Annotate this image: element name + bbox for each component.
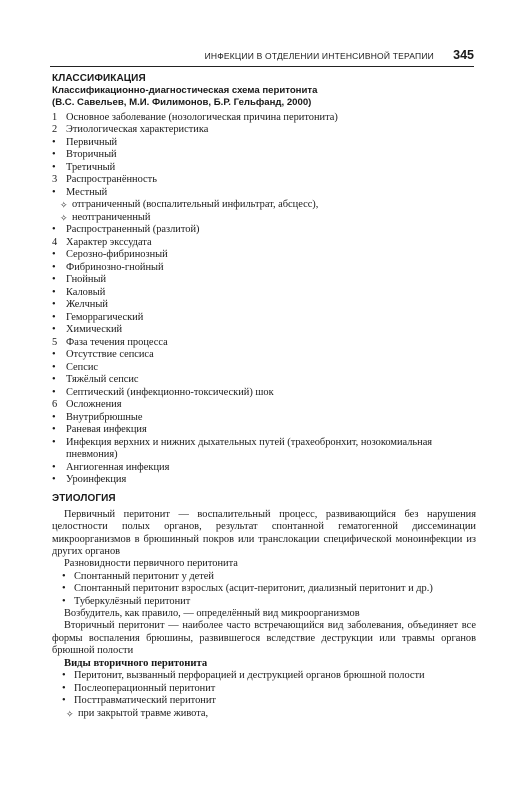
bullet-marker: • — [62, 670, 66, 682]
list-item — [52, 387, 476, 400]
list-item — [52, 362, 476, 375]
list-item-text: Третичный — [66, 161, 116, 173]
bullet-marker: • — [52, 161, 56, 173]
bullet-marker: • — [52, 349, 56, 361]
list-item-text: Характер экссудата — [66, 236, 152, 248]
list-item — [52, 249, 476, 262]
list-item — [52, 424, 476, 437]
list-item — [52, 149, 476, 162]
bullet-marker: • — [52, 374, 56, 386]
pathogen-paragraph: Возбудитель, как правило, — определённый вид микроорганизмов — [64, 608, 360, 620]
list-item — [52, 287, 476, 300]
list-item-text: Инфекция верхних и нижних дыхательных путей (трахеобронхит, нозокомиальная пневмония) — [66, 436, 433, 461]
bullet-marker: • — [52, 286, 56, 298]
list-item — [62, 683, 476, 695]
list-item — [52, 374, 476, 387]
list-item-text: Раневая инфекция — [66, 424, 147, 436]
number-marker: 1 — [52, 111, 58, 123]
list-item — [52, 199, 476, 212]
list-item-text: Отсутствие сепсиса — [66, 349, 154, 361]
bullet-marker: • — [52, 474, 56, 486]
list-item — [52, 212, 476, 225]
bullet-marker: • — [52, 274, 56, 286]
list-item-text: Распространенный (разлитой) — [66, 224, 200, 236]
list-item — [52, 187, 476, 200]
list-item-text: Тяжёлый сепсис — [66, 374, 139, 386]
diamond-bullet-icon: ✧ — [60, 212, 68, 223]
primary-peritonitis-paragraph: Первичный перитонит — воспалительный процесс, развивающийся без нарушения целостности полых органов, результат спонтанной гематогенной диссеминации микроорганизмов в брюшинный покров или транслокации специфической моноинфекции из других органов — [52, 508, 476, 558]
list-item-text: Уроинфекция — [66, 474, 127, 486]
bullet-marker: • — [52, 324, 56, 336]
bullet-marker: • — [52, 424, 56, 436]
etiology-heading: ЭТИОЛОГИЯ — [52, 492, 116, 504]
page-content — [52, 72, 476, 720]
bullet-marker: • — [52, 361, 56, 373]
list-item — [52, 274, 476, 287]
list-item-text: Геморрагический — [66, 311, 144, 323]
classification-subheading: Классификационно-диагностическая схема перитонита — [52, 85, 318, 96]
list-item — [52, 474, 476, 487]
diamond-bullet-icon: ✧ — [60, 200, 68, 211]
bullet-marker: • — [52, 249, 56, 261]
number-marker: 6 — [52, 399, 58, 411]
list-item: • Спонтанный перитонит взрослых (асцит-перитонит, диализный перитонит и др.) — [62, 583, 433, 595]
bullet-marker: • — [52, 461, 56, 473]
list-item — [52, 124, 476, 137]
running-head — [50, 50, 474, 67]
list-item-text: неотграниченный — [72, 211, 151, 223]
list-item-text: Осложнения — [66, 399, 122, 411]
list-item — [52, 174, 476, 187]
secondary-peritonitis-paragraph: Вторичный перитонит — наиболее часто встречающийся вид заболевания, объединяет все формы воспаления брюшины, развившегося вследствие деструкции или травмы органов брюшной полости — [52, 620, 476, 657]
list-item-text: Послеоперационный перитонит — [74, 682, 216, 694]
classification-source: (В.С. Савельев, М.И. Филимонов, Б.Р. Гельфанд, 2000) — [52, 97, 312, 109]
list-item-text: отграниченный (воспалительный инфильтрат, абсцесс), — [72, 199, 319, 211]
list-item-text: Местный — [66, 186, 108, 198]
bullet-marker: • — [52, 386, 56, 398]
number-marker: 3 — [52, 174, 58, 186]
list-item-text: Желчный — [66, 299, 108, 311]
list-item-text: Распространённость — [66, 174, 157, 186]
list-item — [52, 312, 476, 325]
number-marker: 5 — [52, 336, 58, 348]
list-item — [52, 162, 476, 175]
bullet-marker: • — [52, 136, 56, 148]
list-item-text: Первичный — [66, 136, 118, 148]
bullet-marker: • — [52, 186, 56, 198]
list-item — [52, 224, 476, 237]
list-item-text: Серозно-фибринозный — [66, 249, 168, 261]
bullet-marker: • — [52, 149, 56, 161]
list-item — [52, 337, 476, 350]
list-item — [52, 349, 476, 362]
list-item-text: Этиологическая характеристика — [66, 124, 209, 136]
bullet-marker: • — [52, 299, 56, 311]
bullet-marker: • — [52, 436, 56, 448]
list-item-text: Каловый — [66, 286, 106, 298]
list-item — [52, 437, 476, 462]
number-marker: 4 — [52, 236, 58, 248]
primary-types-intro: Разновидности первичного перитонита — [64, 558, 238, 570]
list-item-text: Вторичный — [66, 149, 117, 161]
list-item — [52, 412, 476, 425]
list-item: • Туберкулёзный перитонит — [62, 595, 191, 607]
running-head-title: ИНФЕКЦИИ В ОТДЕЛЕНИИ ИНТЕНСИВНОЙ ТЕРАПИИ — [204, 51, 434, 61]
list-item — [52, 137, 476, 150]
diamond-bullet-icon: ✧ — [66, 708, 74, 719]
list-item — [52, 462, 476, 475]
list-item-text: Фаза течения процесса — [66, 336, 168, 348]
bullet-marker: • — [52, 224, 56, 236]
bullet-marker: • — [62, 695, 66, 707]
list-item — [52, 112, 476, 125]
list-item — [52, 299, 476, 312]
list-item — [52, 399, 476, 412]
secondary-types-heading: Виды вторичного перитонита — [64, 657, 208, 669]
list-item — [52, 237, 476, 250]
classification-heading: КЛАССИФИКАЦИЯ — [52, 73, 146, 84]
list-item — [62, 695, 476, 707]
list-item — [52, 262, 476, 275]
list-item-text: Перитонит, вызванный перфорацией и деструкцией органов брюшной полости — [74, 670, 425, 682]
list-item — [62, 708, 476, 720]
list-item-text: Посттравматический перитонит — [74, 695, 216, 707]
bullet-marker: • — [52, 261, 56, 273]
classification-list — [52, 112, 476, 487]
list-item-text: Ангиогенная инфекция — [66, 461, 170, 473]
list-item — [52, 324, 476, 337]
list-item-text: Фибринозно-гнойный — [66, 261, 164, 273]
bullet-marker: • — [62, 682, 66, 694]
bullet-marker: • — [52, 411, 56, 423]
list-item-text: Внутрибрюшные — [66, 411, 143, 423]
list-item-text: Сепсис — [66, 361, 99, 373]
number-marker: 2 — [52, 124, 58, 136]
list-item — [62, 670, 476, 682]
list-item-text: при закрытой травме живота, — [78, 707, 209, 719]
list-item: • Спонтанный перитонит у детей — [62, 570, 214, 582]
list-item-text: Септический (инфекционно-токсический) шок — [66, 386, 274, 398]
list-item-text: Гнойный — [66, 274, 107, 286]
list-item-text: Химический — [66, 324, 123, 336]
list-item-text: Основное заболевание (нозологическая причина перитонита) — [66, 111, 338, 123]
primary-types-list — [52, 571, 476, 608]
page-number: 345 — [453, 48, 474, 62]
bullet-marker: • — [52, 311, 56, 323]
secondary-types-list — [52, 670, 476, 720]
